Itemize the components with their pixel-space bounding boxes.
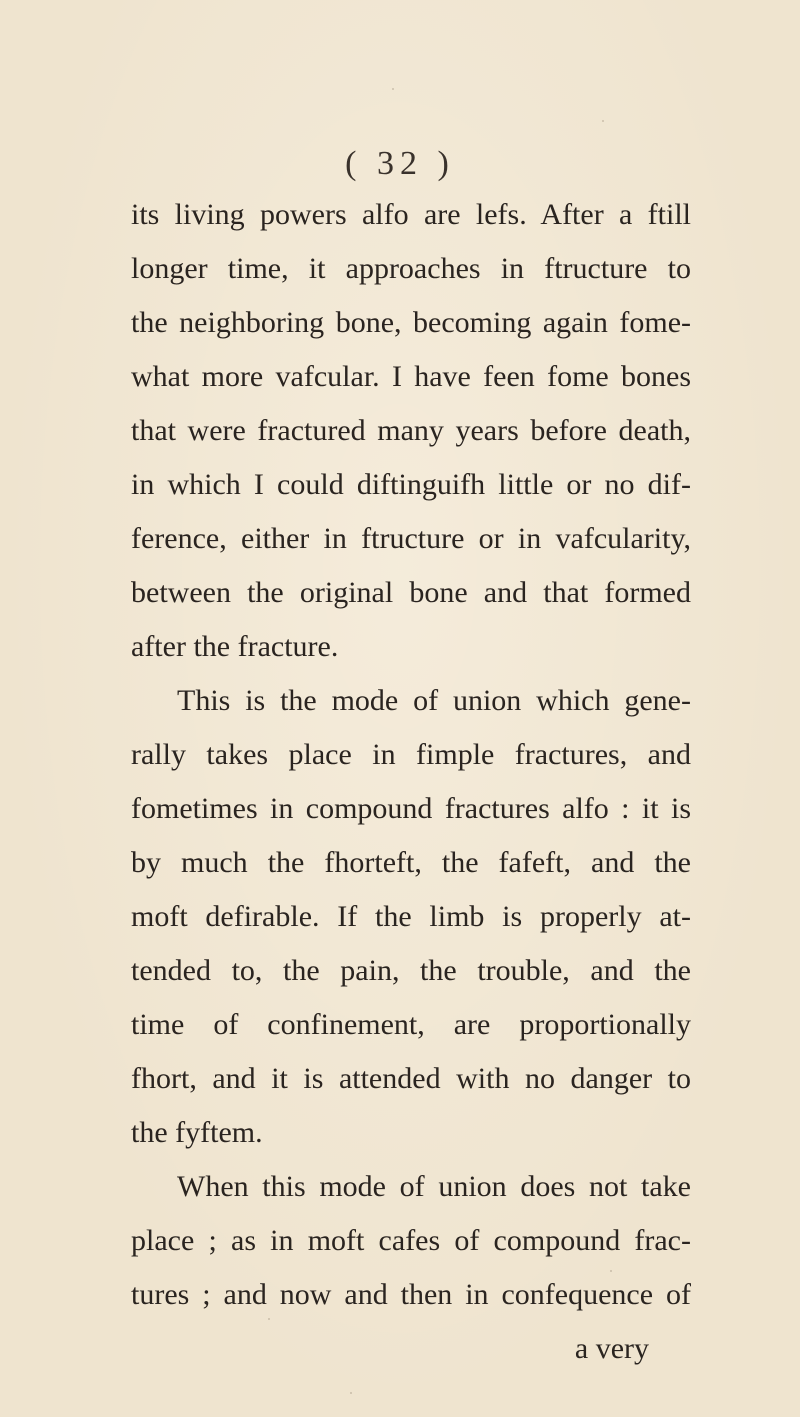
text-line: in which I could diftinguifh little or no dif- <box>131 468 691 501</box>
paper-speck <box>392 88 394 90</box>
text-line: between the original bone and that formed <box>131 576 691 609</box>
page-number: ( 32 ) <box>345 145 455 182</box>
paragraph-start-line: When this mode of union does not take <box>177 1170 691 1203</box>
text-line: that were fractured many years before death, <box>131 414 691 447</box>
paper-speck <box>602 120 604 122</box>
body-text <box>131 188 691 1376</box>
text-line: its living powers alfo are lefs. After a ftill <box>131 198 691 231</box>
text-line: what more vafcular. I have feen fome bones <box>131 360 691 393</box>
paper-speck <box>610 1270 612 1272</box>
paragraph-end-line: after the fracture. <box>131 630 339 663</box>
text-line: fometimes in compound fractures alfo : it is <box>131 792 691 825</box>
text-line: time of confinement, are proportionally <box>131 1008 691 1041</box>
text-line: fhort, and it is attended with no danger to <box>131 1062 691 1095</box>
text-line: by much the fhorteft, the fafeft, and the <box>131 846 691 879</box>
text-line: moft defirable. If the limb is properly at- <box>131 900 691 933</box>
text-line: tended to, the pain, the trouble, and the <box>131 954 691 987</box>
paragraph-start-line: This is the mode of union which gene- <box>177 684 691 717</box>
text-line: place ; as in moft cafes of compound frac- <box>131 1224 691 1257</box>
paper-speck <box>350 1392 352 1394</box>
paper-speck <box>268 1318 270 1320</box>
text-line: rally takes place in fimple fractures, and <box>131 738 691 771</box>
text-line: ference, either in ftructure or in vafcularity, <box>131 522 691 555</box>
paragraph-end-line: the fyftem. <box>131 1116 263 1149</box>
text-line: the neighboring bone, becoming again fome- <box>131 306 691 339</box>
text-line: tures ; and now and then in confequence of <box>131 1278 691 1311</box>
text-line: longer time, it approaches in ftructure to <box>131 252 691 285</box>
catchword: a very <box>574 1332 649 1365</box>
